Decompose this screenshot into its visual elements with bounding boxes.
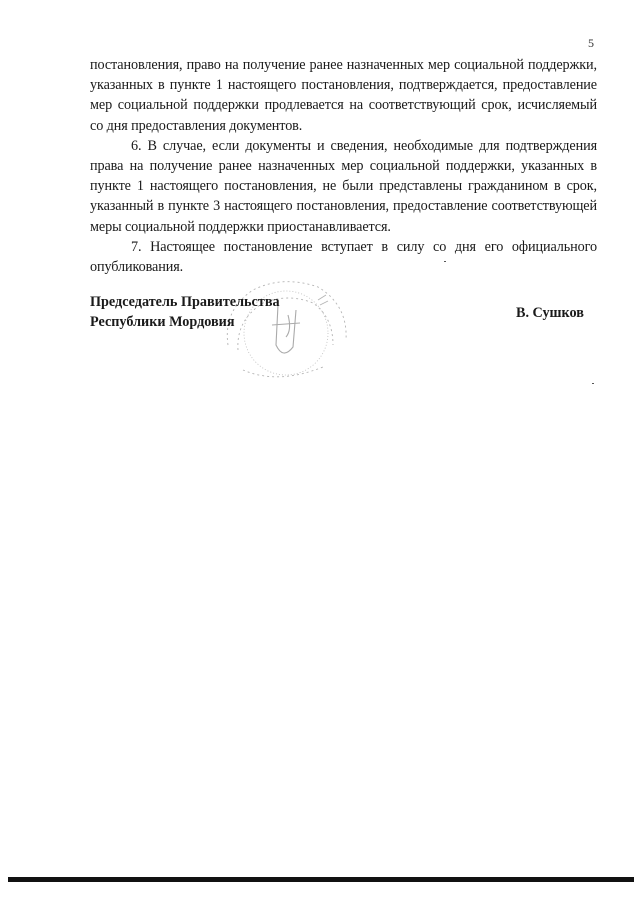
paragraph-item-7: 7. Настоящее постановление вступает в силу со дня его официального опубликования.: [90, 238, 597, 276]
scan-edge-bar: [8, 877, 634, 882]
signatory-title-line1: Председатель Правительства: [90, 294, 280, 310]
document-body: [90, 55, 597, 277]
signatory-title-line2: Республики Мордовия: [90, 314, 235, 330]
signatory-title: [90, 292, 280, 332]
signatory-name: В. Сушков: [516, 305, 584, 321]
scan-speck: [444, 261, 446, 262]
paragraph-item-6: 6. В случае, если документы и сведения, необходимые для подтверждения права на получение ранее назначенных мер социальной поддержки, указанных в пункте 1 настоящего постановления, не были представлены гражданином в срок, указанный в пункте 3 настоящего постановления, предоставление соответствующей меры социальной поддержки приостанавливается.: [90, 137, 597, 235]
scan-speck: [592, 383, 594, 384]
page-number: 5: [588, 36, 594, 50]
paragraph-continuation: постановления, право на получение ранее назначенных мер социальной поддержки, указанных в пункте 1 настоящего постановления, подтверждается, предоставление мер социальной поддержки продлевается на соответствующий срок, исчисляемый со дня предоставления документов.: [90, 57, 597, 134]
